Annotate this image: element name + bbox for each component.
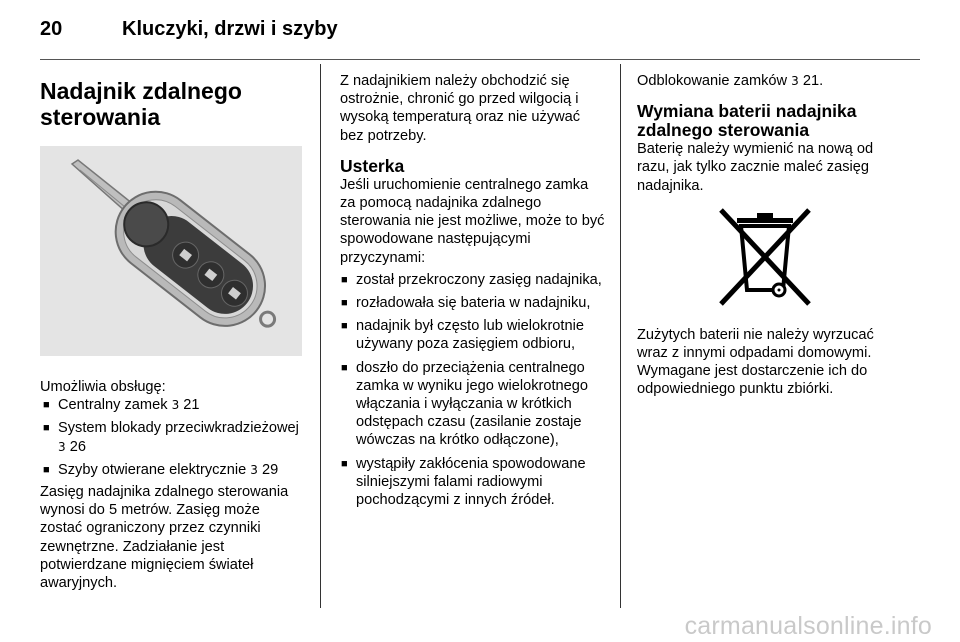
list-item: ■ doszło do przeciążenia centralnego zamka w wyniku jego wielokrotnego włączania i wyłączania w krótkich odstępach czasu (zasilanie zostaje wówczas na krótko odłączone),	[340, 359, 606, 450]
list-item: ■ Centralny zamek 3 21	[42, 396, 304, 414]
page-ref-number: 21.	[802, 73, 824, 89]
page-ref-icon: 3	[171, 398, 180, 413]
list-item: ■ nadajnik był często lub wielokrotnie używany poza zasięgiem odbioru,	[340, 317, 606, 353]
page-number: 20	[40, 18, 63, 40]
watermark: carmanualsonline.info	[684, 612, 932, 640]
column-divider	[320, 64, 321, 608]
section-heading-fault: Usterka	[340, 155, 405, 176]
section-heading-remote: Nadajnik zdalnego sterowania	[40, 78, 242, 130]
page-ref-number: 26	[69, 438, 86, 455]
list-item: ■ wystąpiły zakłócenia spowodowane silniejszymi falami radiowymi pochodzącymi z innych źródeł.	[340, 455, 606, 510]
remote-key-photo	[40, 146, 302, 356]
page-ref-icon: 3	[58, 439, 66, 454]
fault-paragraph: Jeśli uruchomienie centralnego zamka za pomocą nadajnika zdalnego sterowania nie jest możliwe, może to być spowodowane następującymi przyczynami:	[340, 176, 605, 266]
page-ref-number: 29	[261, 461, 279, 478]
fault-list	[340, 271, 606, 509]
page-ref-icon: 3	[791, 74, 799, 88]
list-item: ■ Szyby otwierane elektrycznie 3 29	[42, 461, 304, 479]
column-2	[340, 72, 606, 509]
list-item: ■ został przekroczony zasięg nadajnika,	[340, 271, 606, 289]
unlock-paragraph: Odblokowanie zamków 3 21.	[637, 73, 824, 89]
intro-text: Umożliwia obsługę:	[40, 379, 166, 395]
column-divider	[620, 64, 621, 608]
feature-list	[42, 396, 304, 479]
crossed-bin-icon	[715, 204, 815, 308]
range-paragraph: Zasięg nadajnika zdalnego sterowania wynosi do 5 metrów. Zasięg może zostać ograniczony przez czynniki zewnętrzne. Zadziałanie jest potwierdzane mignięciem świateł awaryjnych.	[40, 484, 289, 592]
column-3	[637, 72, 907, 399]
battery-paragraph: Baterię należy wymienić na nową od razu, jak tylko zacznie maleć zasięg nadajnika.	[637, 141, 874, 194]
chapter-title: Kluczyki, drzwi i szyby	[122, 18, 338, 40]
care-paragraph: Z nadajnikiem należy obchodzić się ostrożnie, chronić go przed wilgocią i wysoką temperaturą oraz nie używać bez potrzeby.	[340, 73, 581, 144]
list-item: ■ System blokady przeciwkradzieżowej 3 26	[42, 419, 304, 455]
header-rule	[40, 59, 920, 60]
list-item: ■ rozładowała się bateria w nadajniku,	[340, 294, 606, 312]
section-heading-battery: Wymiana baterii nadajnika zdalnego sterowania	[637, 101, 857, 141]
remote-key-illustration	[40, 146, 302, 356]
page-ref-number: 21	[183, 397, 200, 414]
disposal-paragraph: Zużytych baterii nie należy wyrzucać wraz z innymi odpadami domowymi. Wymagane jest dostarczenie ich do odpowiedniego punktu zbiórki.	[637, 326, 874, 398]
column-1	[40, 72, 304, 592]
page-ref-icon: 3	[250, 462, 258, 477]
